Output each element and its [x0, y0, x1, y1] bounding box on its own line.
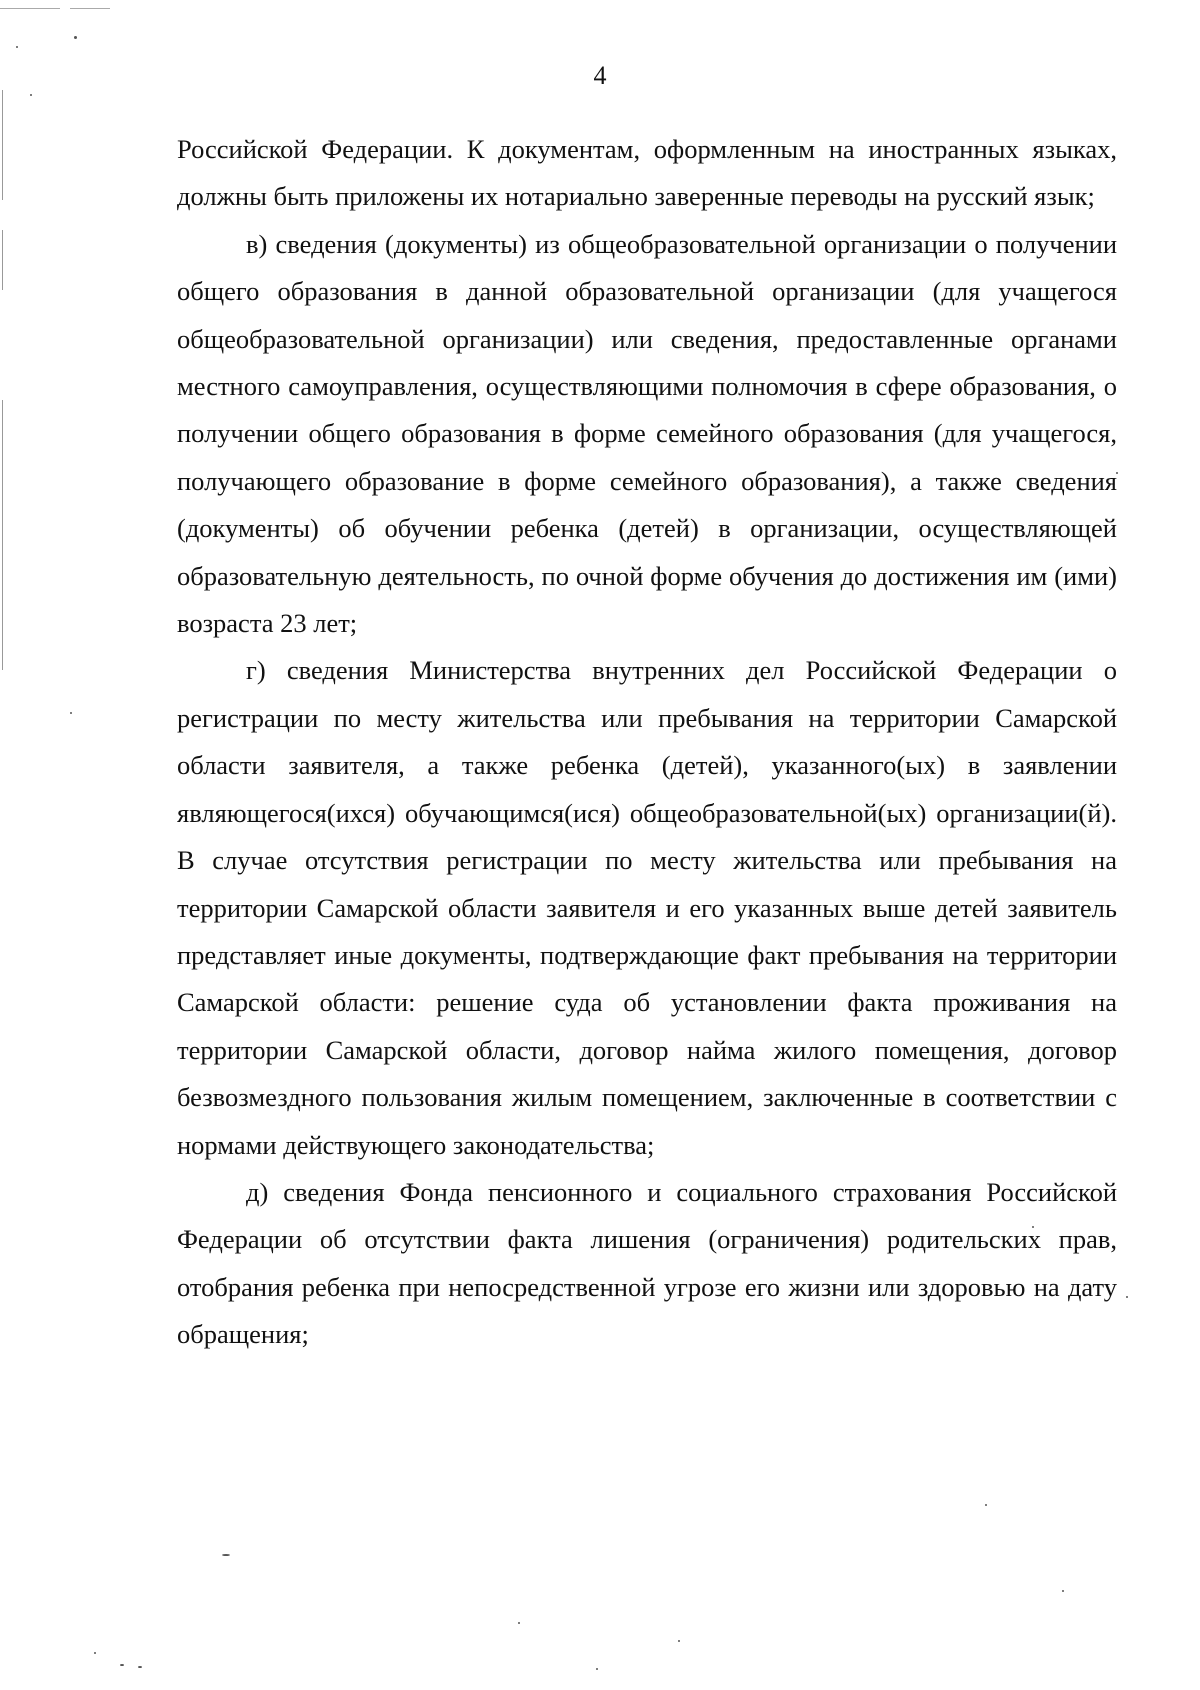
page-number: 4 — [593, 61, 607, 90]
scan-speck — [94, 1652, 96, 1654]
scan-speck — [30, 94, 32, 96]
paragraph-item-v: в) сведения (документы) из общеобразовательной организации о получении общего образования в данной образовательной организации (для учащегося общеобразовательной организации) или сведения, предоставленные органами местного самоуправления, осуществляющими полномочия в сфере образования, о получении общего образования в форме семейного образования (для учащегося, получающего образование в форме семейного образования), а также сведения (документы) об обучении ребенка (детей) в организации, осуществляющей образовательную деятельность, по очной форме обучения до достижения им (ими) возраста 23 лет; — [177, 228, 1117, 639]
document-body — [177, 126, 1117, 1359]
scan-speck — [138, 1666, 142, 1668]
scan-speck — [1126, 1296, 1128, 1298]
scan-edge-mark — [70, 8, 110, 9]
scan-speck — [74, 36, 77, 39]
scan-speck — [120, 1664, 124, 1666]
scan-speck — [518, 1622, 520, 1624]
scan-edge-mark — [2, 230, 3, 290]
scan-edge-mark — [0, 8, 60, 9]
scan-speck — [678, 1640, 680, 1642]
paragraph-item-g: г) сведения Министерства внутренних дел Российской Федерации о регистрации по месту жительства или пребывания на территории Самарской области заявителя, а также ребенка (детей), указанного(ых) в заявлении являющегося(ихся) обучающимся(ися) общеобразовательной(ых) организации(й). В случае отсутствия регистрации по месту жительства или пребывания на территории Самарской области заявителя и его указанных выше детей заявитель представляет иные документы, подтверждающие факт пребывания на территории Самарской области: решение суда об установлении факта проживания на территории Самарской области, договор найма жилого помещения, договор безвозмездного пользования жилым помещением, заключенные в соответствии с нормами действующего законодательства; — [177, 655, 1117, 1160]
paragraph-item-d: д) сведения Фонда пенсионного и социального страхования Российской Федерации об отсутствии факта лишения (ограничения) родительских прав, отобрания ребенка при непосредственной угрозе его жизни или здоровью на дату обращения; — [177, 1176, 1117, 1350]
scan-speck — [596, 1668, 598, 1670]
scan-speck — [70, 712, 72, 714]
paragraph-continuation: Российской Федерации. К документам, оформленным на иностранных языках, должны быть приложены их нотариально заверенные переводы на русский язык; — [177, 134, 1117, 212]
scan-edge-mark — [2, 400, 3, 670]
scan-edge-mark — [2, 90, 3, 200]
scan-speck — [985, 1504, 987, 1506]
scan-speck — [16, 46, 18, 48]
scan-speck — [222, 1554, 230, 1556]
scan-speck — [1062, 1590, 1064, 1592]
